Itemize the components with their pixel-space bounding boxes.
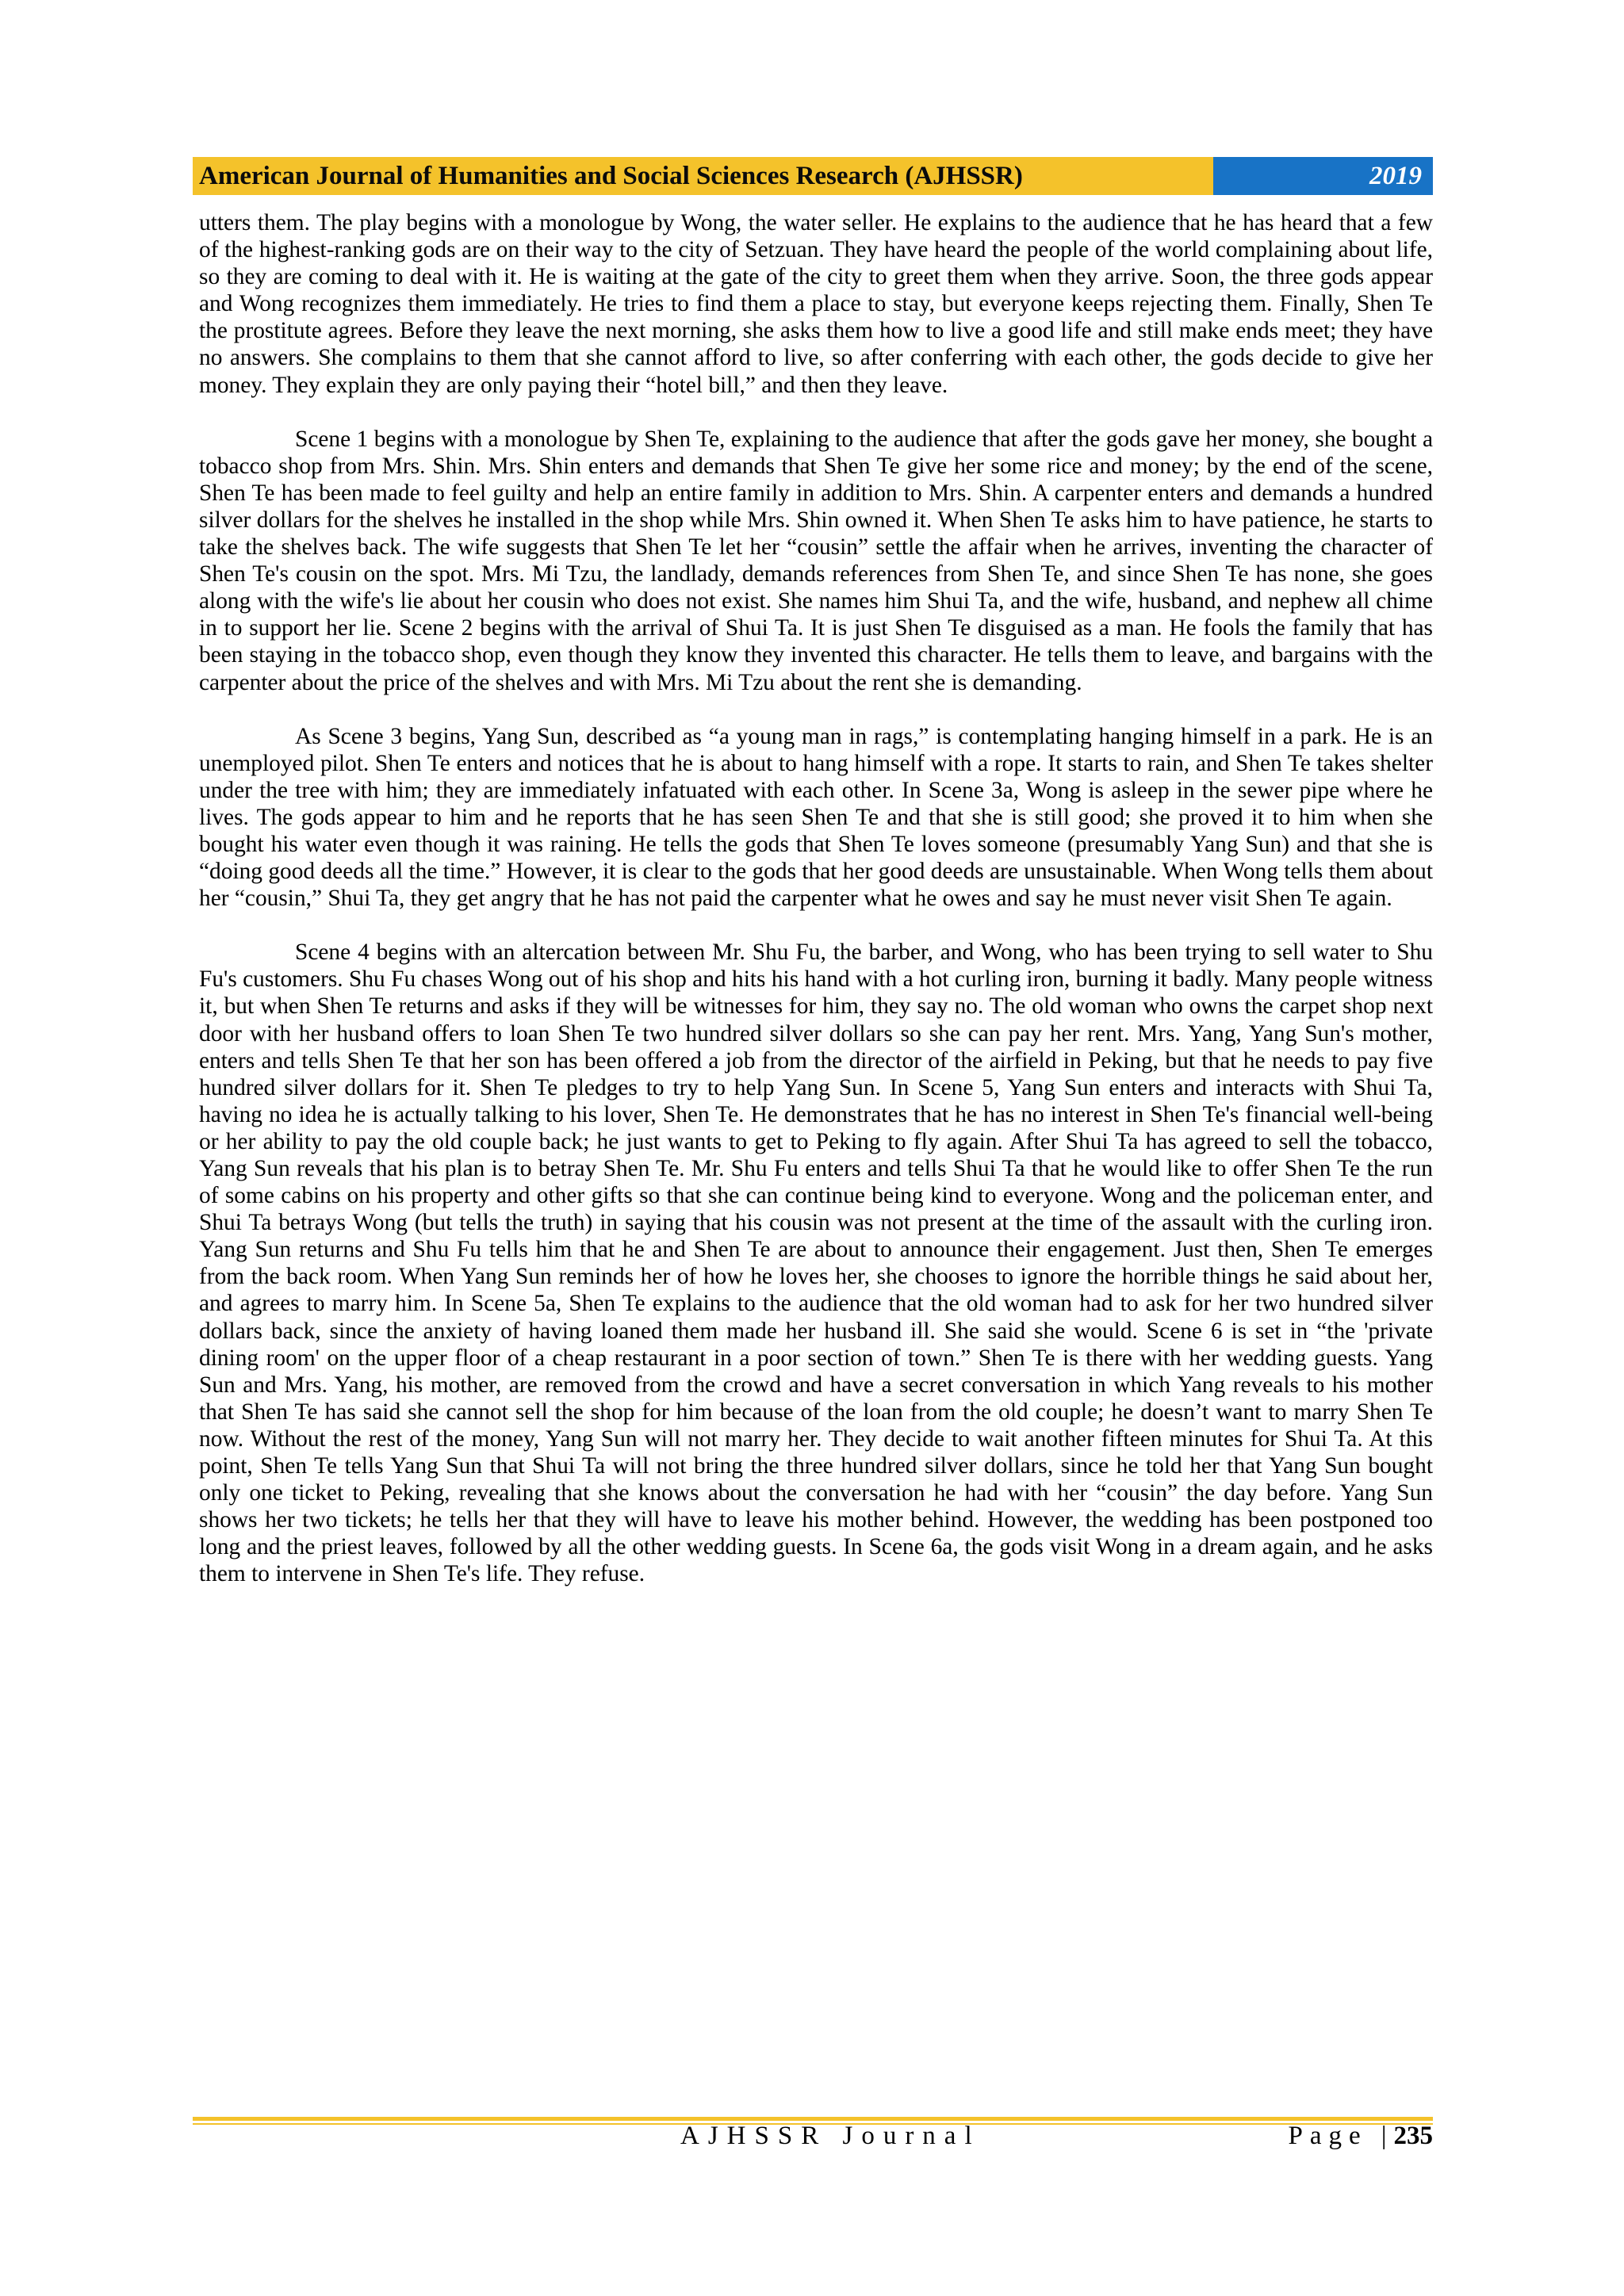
page-header	[193, 157, 1433, 195]
article-body	[199, 209, 1433, 1588]
paragraph-continued: utters them. The play begins with a monologue by Wong, the water seller. He explains to the audience that he has heard that a few of the highest-ranking gods are on their way to the city of Setzuan. They have heard the people of the world complaining about life, so they are coming to deal with it. He is waiting at the gate of the city to greet them when they arrive. Soon, the three gods appear and Wong recognizes them immediately. He tries to find them a place to stay, but everyone keeps rejecting them. Finally, Shen Te the prostitute agrees. Before they leave the next morning, she asks them how to live a good life and still make ends meet; they have no answers. She complains to them that she cannot afford to live, so after conferring with each other, the gods decide to give her money. They explain they are only paying their “hotel bill,” and then they leave.	[199, 210, 1433, 398]
journal-title: American Journal of Humanities and Social Sciences Research (AJHSSR)	[193, 157, 1213, 195]
footer-rule	[193, 2117, 1433, 2121]
page-label: Page |	[1288, 2122, 1394, 2150]
paragraph-scene-4-6: Scene 4 begins with an altercation between Mr. Shu Fu, the barber, and Wong, who has been trying to sell water to Shu Fu's customers. Shu Fu chases Wong out of his shop and hits his hand with a hot curling iron, burning it badly. Many people witness it, but when Shen Te returns and asks if they will be witnesses for him, they say no. The old woman who owns the carpet shop next door with her husband offers to loan Shen Te two hundred silver dollars so she can pay her rent. Mrs. Yang, Yang Sun's mother, enters and tells Shen Te that her son has been offered a job from the director of the airfield in Peking, but that he needs to pay five hundred silver dollars for it. Shen Te pledges to try to help Yang Sun. In Scene 5, Yang Sun enters and interacts with Shui Ta, having no idea he is actually talking to his lover, Shen Te. He demonstrates that he has no interest in Shen Te's financial well-being or her ability to pay the old couple back; he just wants to get to Peking to fly again. After Shui Ta has agreed to sell the tobacco, Yang Sun reveals that his plan is to betray Shen Te. Mr. Shu Fu enters and tells Shui Ta that he would like to offer Shen Te the run of some cabins on his property and other gifts so that she can continue being kind to everyone. Wong and the policeman enter, and Shui Ta betrays Wong (but tells the truth) in saying that his cousin was not present at the time of the assault with the curling iron. Yang Sun returns and Shu Fu tells him that he and Shen Te are about to announce their engagement. Just then, Shen Te emerges from the back room. When Yang Sun reminds her of how he loves her, she chooses to ignore the horrible things he said about her, and agrees to marry him. In Scene 5a, Shen Te explains to the audience that the old woman had to ask for her two hundred silver dollars back, since the anxiety of having loaned them made her husband ill. She said she would. Scene 6 is set in “the 'private dining room' on the upper floor of a cheap restaurant in a poor section of town.” Shen Te is there with her wedding guests. Yang Sun and Mrs. Yang, his mother, are removed from the crowd and have a secret conversation in which Yang reveals to his mother that Shen Te has said she cannot sell the shop for him because of the loan from the old couple; he doesn’t want to marry Shen Te now. Without the rest of the money, Yang Sun will not marry her. They decide to wait another fifteen minutes for Shui Ta. At this point, Shen Te tells Yang Sun that Shui Ta will not bring the three hundred silver dollars, since he told her that Yang Sun bought only one ticket to Peking, revealing that she knows about the conversation he had with her “cousin” the day before. Yang Sun shows her two tickets; he tells her that they will have to leave his mother behind. However, the wedding has been postponed too long and the priest leaves, followed by all the other wedding guests. In Scene 6a, the gods visit Wong in a dream again, and he asks them to intervene in Shen Te's life. They refuse.	[199, 939, 1433, 1587]
paragraph-scene-1-2: Scene 1 begins with a monologue by Shen Te, explaining to the audience that after the gods gave her money, she bought a tobacco shop from Mrs. Shin. Mrs. Shin enters and demands that Shen Te give her some rice and money; by the end of the scene, Shen Te has been made to feel guilty and help an entire family in addition to Mrs. Shin. A carpenter enters and demands a hundred silver dollars for the shelves he installed in the shop while Mrs. Shin owned it. When Shen Te asks him to have patience, he starts to take the shelves back. The wife suggests that Shen Te let her “cousin” settle the affair when he arrives, inventing the character of Shen Te's cousin on the spot. Mrs. Mi Tzu, the landlady, demands references from Shen Te, and since Shen Te has none, she goes along with the wife's lie about her cousin who does not exist. She names him Shui Ta, and the wife, husband, and nephew all chime in to support her lie. Scene 2 begins with the arrival of Shui Ta. It is just Shen Te disguised as a man. He fools the family that has been staying in the tobacco shop, even though they know they invented this character. He tells them to leave, and bargains with the carpenter about the price of the shelves and with Mrs. Mi Tzu about the rent she is demanding.	[199, 426, 1433, 695]
footer-journal-label: AJHSSR Journal	[680, 2122, 981, 2150]
paragraph-scene-3: As Scene 3 begins, Yang Sun, described as “a young man in rags,” is contemplating hanging himself in a park. He is an unemployed pilot. Shen Te enters and notices that he is about to hang himself with a rope. It starts to rain, and Shen Te takes shelter under the tree with him; they are immediately infatuated with each other. In Scene 3a, Wong is asleep in the sewer pipe where he lives. The gods appear to him and he reports that he has seen Shen Te and that she is still good; she proved it to him when she bought his water even though it was raining. He tells the gods that Shen Te loves someone (presumably Yang Sun) and that she is “doing good deeds all the time.” However, it is clear to the gods that her good deeds are unsustainable. When Wong tells them about her “cousin,” Shui Ta, they get angry that he has not paid the carpenter what he owes and say he must never visit Shen Te again.	[199, 723, 1433, 912]
page-number: 235	[1393, 2122, 1433, 2150]
publication-year: 2019	[1213, 157, 1433, 195]
footer-page-number	[1288, 2122, 1433, 2151]
